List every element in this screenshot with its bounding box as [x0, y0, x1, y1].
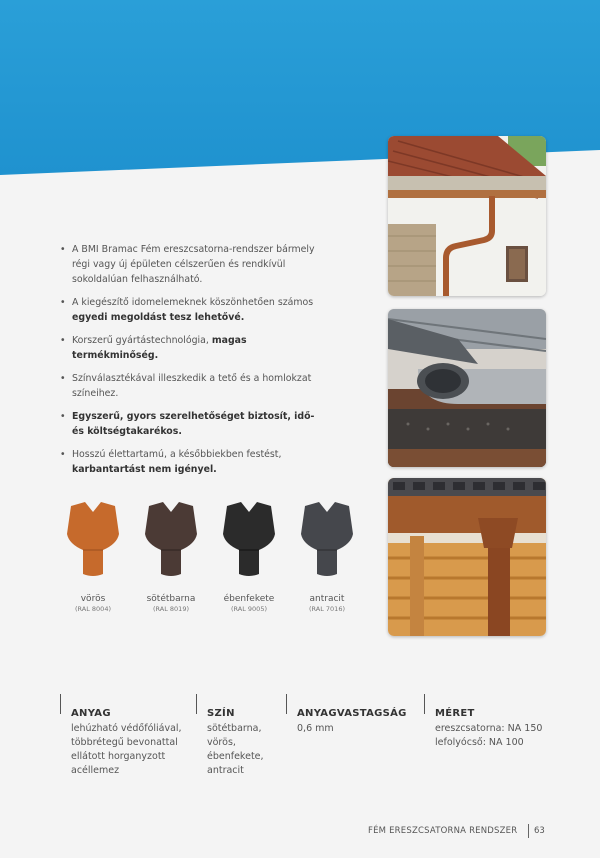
feature-list [58, 242, 328, 485]
spec-material-title: ANYAG [71, 708, 111, 719]
photo-house-gutter [388, 136, 546, 296]
outlet-red-icon [63, 500, 123, 580]
footer-section-label: FÉM ERESZCSATORNA RENDSZER [368, 826, 518, 836]
outlet-dark-brown-icon [141, 500, 201, 580]
outlet-anthracite-icon [297, 500, 357, 580]
photo-gutter-wood [388, 478, 546, 636]
outlet-ebony-black-icon [219, 500, 279, 580]
feature-item: • A BMI Bramac Fém ereszcsatorna-rendszer bármely régi vagy új épületen célszerűen és rendkívül sokoldalúan felhasználható. [58, 242, 328, 287]
spec-color-text: sötétbarna, vörös, ébenfekete, antracit [207, 723, 264, 776]
spec-divider [286, 694, 297, 714]
spec-thickness-title: ANYAGVASTAGSÁG [297, 708, 407, 719]
page-number: 63 [534, 826, 545, 836]
spec-color-title: SZÍN [207, 708, 235, 719]
spec-size-title: MÉRET [435, 708, 475, 719]
spec-material-text: lehúzható védőfóliával, többrétegű bevonattal ellátott horganyzott acéllemez [71, 723, 182, 776]
color-option-red: vörös (RAL 8004) [58, 500, 128, 614]
feature-item: • Korszerű gyártástechnológia, magas termékminőség. [58, 333, 328, 363]
photo-gutter-closeup [388, 309, 546, 467]
color-option-dark-brown: sötétbarna (RAL 8019) [136, 500, 206, 614]
feature-item: • Hosszú élettartamú, a későbbiekben festést, karbantartást nem igényel. [58, 447, 328, 477]
color-options [58, 500, 378, 630]
spec-thickness-text: 0,6 mm [297, 723, 334, 734]
color-option-ebony-black: ébenfekete (RAL 9005) [214, 500, 284, 614]
feature-item: • Egyszerű, gyors szerelhetőséget biztosít, idő- és költségtakarékos. [58, 409, 328, 439]
spec-divider [424, 694, 435, 714]
spec-size-text: ereszcsatorna: NA 150 lefolyócső: NA 100 [435, 723, 543, 748]
feature-item: • Színválasztékával illeszkedik a tető és a homlokzat színeihez. [58, 371, 328, 401]
spec-divider [196, 694, 207, 714]
footer-divider [528, 824, 529, 838]
spec-divider [60, 694, 71, 714]
color-option-anthracite: antracit (RAL 7016) [292, 500, 362, 614]
feature-item: • A kiegészítő idomelemeknek köszönhetően számos egyedi megoldást tesz lehetővé. [58, 295, 328, 325]
